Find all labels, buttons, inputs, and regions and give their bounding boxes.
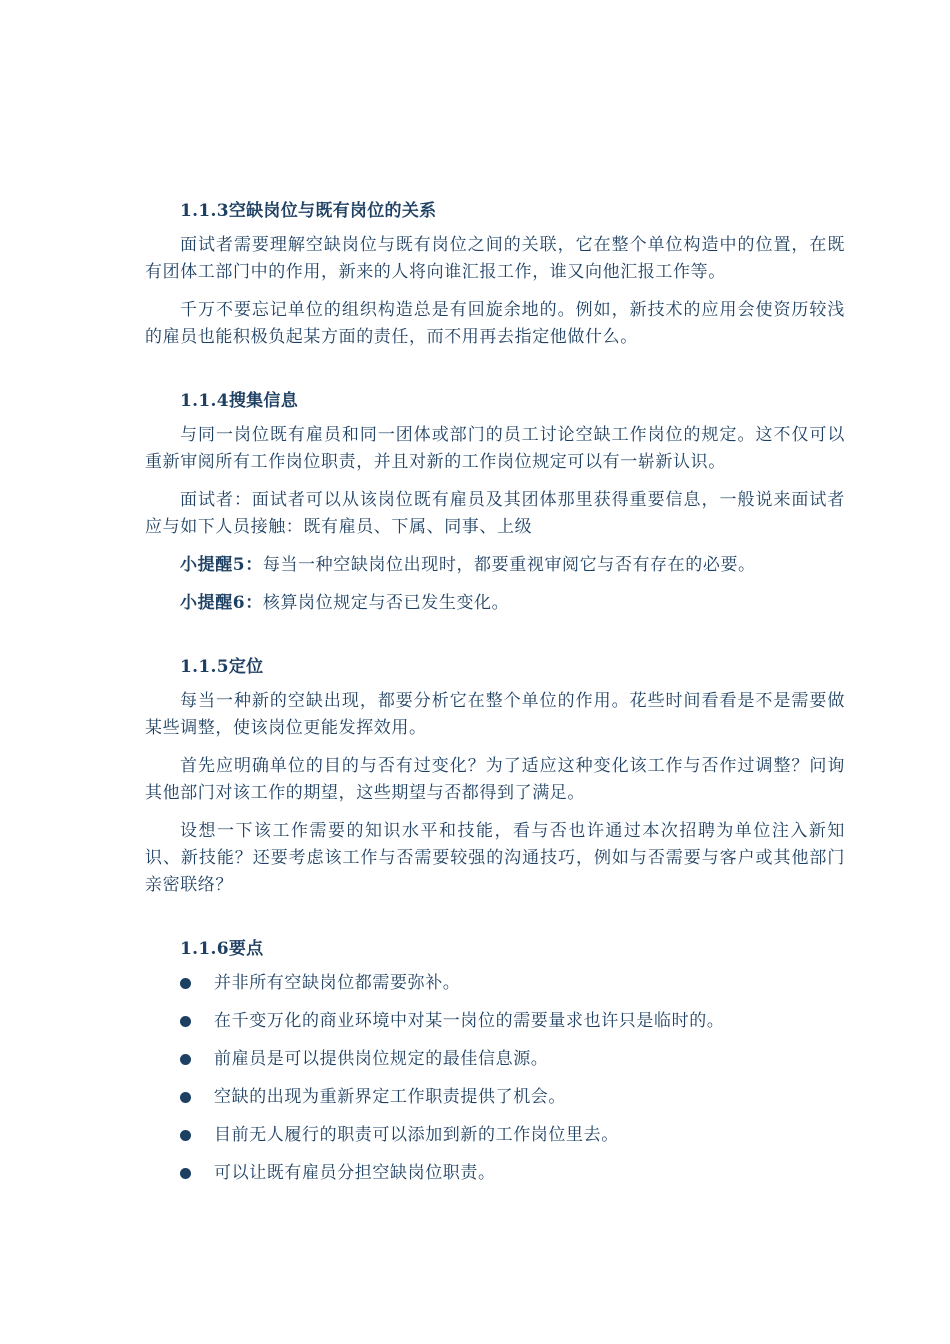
list-item-text: 在千变万化的商业环境中对某一岗位的需要量求也许只是临时的。 bbox=[214, 1011, 725, 1031]
list-item-text: 并非所有空缺岗位都需要弥补。 bbox=[214, 973, 461, 993]
paragraph: 与同一岗位既有雇员和同一团体或部门的员工讨论空缺工作岗位的规定。这不仅可以重新审阅所有工作岗位职责，并且对新的工作岗位规定可以有一崭新认识。 bbox=[145, 425, 845, 472]
tip-text: 核算岗位规定与否已发生变化。 bbox=[262, 593, 510, 613]
bullet-icon bbox=[180, 978, 191, 989]
bullet-icon bbox=[180, 1092, 191, 1103]
list-item bbox=[145, 1084, 845, 1111]
tip-label: 小提醒6： bbox=[180, 593, 263, 613]
tip-label: 小提醒5： bbox=[180, 555, 263, 575]
list-item bbox=[145, 970, 845, 997]
list-item-text: 目前无人履行的职责可以添加到新的工作岗位里去。 bbox=[214, 1125, 619, 1145]
list-item-text: 前雇员是可以提供岗位规定的最佳信息源。 bbox=[214, 1049, 549, 1069]
paragraph: 每当一种新的空缺出现，都要分析它在整个单位的作用。花些时间看看是不是需要做某些调整，使该岗位更能发挥效用。 bbox=[145, 691, 845, 738]
section-key-points bbox=[145, 936, 845, 1187]
bullet-icon bbox=[180, 1130, 191, 1141]
tip-text: 每当一种空缺岗位出现时，都要重视审阅它与否有存在的必要。 bbox=[262, 555, 756, 575]
document-content bbox=[145, 198, 845, 1198]
bullet-icon bbox=[180, 1016, 191, 1027]
paragraph: 首先应明确单位的目的与否有过变化？为了适应这种变化该工作与否作过调整？问询其他部门对该工作的期望，这些期望与否都得到了满足。 bbox=[145, 756, 845, 803]
list-item bbox=[145, 1046, 845, 1073]
key-points-list bbox=[145, 970, 845, 1187]
paragraph: 面试者：面试者可以从该岗位既有雇员及其团体那里获得重要信息，一般说来面试者应与如下人员接触：既有雇员、下属、同事、上级 bbox=[145, 490, 845, 537]
list-item bbox=[145, 1122, 845, 1149]
paragraph: 千万不要忘记单位的组织构造总是有回旋余地的。例如，新技术的应用会使资历较浅的雇员也能积极负起某方面的责任，而不用再去指定他做什么。 bbox=[145, 300, 845, 347]
list-item-text: 空缺的出现为重新界定工作职责提供了机会。 bbox=[214, 1087, 566, 1107]
bullet-icon bbox=[180, 1168, 191, 1179]
section-heading: 1.1.3空缺岗位与既有岗位的关系 bbox=[180, 201, 437, 221]
section-relationship bbox=[145, 198, 845, 351]
paragraph: 设想一下该工作需要的知识水平和技能，看与否也许通过本次招聘为单位注入新知识、新技能？还要考虑该工作与否需要较强的沟通技巧，例如与否需要与客户或其他部门亲密联络？ bbox=[145, 821, 845, 895]
list-item bbox=[145, 1160, 845, 1187]
section-heading: 1.1.5定位 bbox=[180, 657, 264, 677]
tip-paragraph bbox=[145, 552, 845, 579]
section-heading: 1.1.4搜集信息 bbox=[180, 391, 299, 411]
section-positioning bbox=[145, 654, 845, 899]
list-item-text: 可以让既有雇员分担空缺岗位职责。 bbox=[214, 1163, 496, 1183]
tip-paragraph bbox=[145, 590, 845, 617]
bullet-icon bbox=[180, 1054, 191, 1065]
paragraph: 面试者需要理解空缺岗位与既有岗位之间的关联，它在整个单位构造中的位置，在既有团体工部门中的作用，新来的人将向谁汇报工作，谁又向他汇报工作等。 bbox=[145, 235, 845, 282]
section-gather-info bbox=[145, 388, 845, 617]
section-heading: 1.1.6要点 bbox=[180, 939, 264, 959]
list-item bbox=[145, 1008, 845, 1035]
